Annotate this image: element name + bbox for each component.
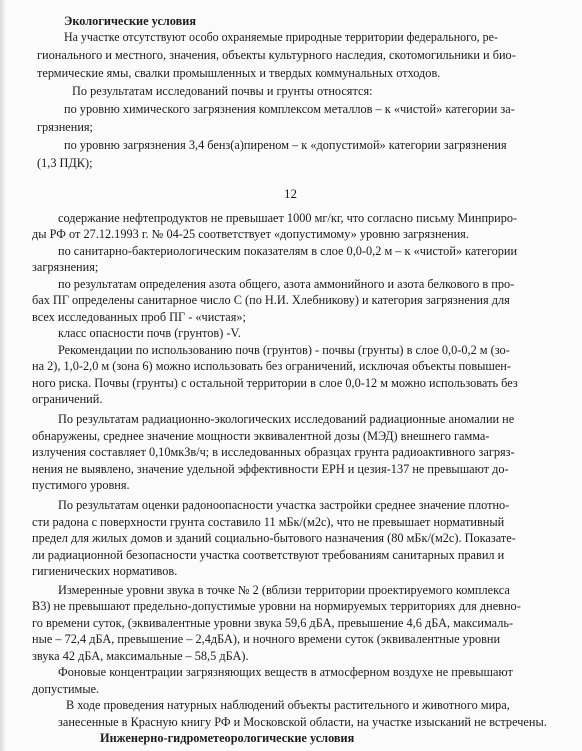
paragraph-line: загрязнения; (32, 260, 99, 275)
paragraph-line: обнаружены, среднее значение мощности эквивалентной дозы (МЭД) внешнего гамма- (32, 428, 490, 443)
paragraph-line: го времени суток, (эквивалентные уровни звука 59,6 дБА, превышение 4,6 дБА, максималь- (32, 615, 514, 630)
paragraph-line: допустимые. (32, 681, 100, 696)
paragraph-line: ли радиационной безопасности участка соответствуют требованиям санитарных правил и (32, 547, 505, 562)
paragraph-line: В ходе проведения натурных наблюдений объекты растительного и животного мира, (66, 698, 510, 713)
paragraph-line: класс опасности почв (грунтов) -V. (58, 326, 241, 341)
paragraph-line: занесенные в Красную книгу РФ и Московской области, на участке изысканий не встречены. (58, 714, 547, 729)
paragraph-line: По результатам оценки радоноопасности участка застройки среднее значение плотно- (58, 498, 510, 513)
paragraph-line: нения не выявлено, значение удельной эффективности ЕРН и цезия-137 не превышают до- (32, 461, 509, 476)
paragraph-line: звука 42 дБА, максимальные – 58,5 дБА). (32, 648, 249, 663)
paragraph-line: ные – 72,4 дБА, превышение – 2,4дБА), и ночного времени суток (эквивалентные уровни (32, 632, 501, 647)
paragraph-line: ды РФ от 27.12.1993 г. № 04-25 соответствует «допустимому» уровню загрязнения. (32, 227, 469, 242)
paragraph-line: содержание нефтепродуктов не превышает 1000 мг/кг, что согласно письму Минприро- (58, 211, 518, 225)
paragraph-line: предел для жилых домов и зданий социально-бытового назначения (80 мБк/(м2с). Показате- (32, 531, 516, 546)
paragraph-line: В3) не превышают предельно-допустимые уровни на нормируемых территориях для дневно- (32, 599, 521, 614)
paragraph-line: (1,3 ПДК); (37, 156, 93, 170)
paragraph-line: сти радона с поверхности грунта составило 11 мБк/(м2с), что не превышает нормативный (32, 514, 505, 529)
paragraph-line: излучения составляет 0,10мкЗв/ч; в исследованных образцах грунта радиоактивного загряз- (32, 445, 515, 460)
paragraph-line: термические ямы, свалки промышленных и твердых коммунальных отходов. (37, 66, 441, 80)
paragraph-line: по результатам определения азота общего, азота аммонийного и азота белкового в про- (58, 276, 515, 291)
section-title: Экологические условия (64, 14, 197, 28)
paragraph-line: грязнения; (37, 120, 93, 134)
paragraph-line: Фоновые концентрации загрязняющих веществ в атмосферном воздухе не превышают (58, 665, 513, 680)
paragraph-line: По результатам исследований почвы и грунты относятся: (72, 84, 373, 98)
paragraph-line: ограничений. (32, 392, 103, 407)
scan-edge-shadow (0, 0, 6, 751)
paragraph-line: Измеренные уровни звука в точке № 2 (вблизи территории проектируемого комплекса (58, 582, 510, 597)
paragraph-line: бах ПГ определены санитарное число С (по Н.И. Хлебникову) и категория загрязнения для (32, 293, 510, 308)
paragraph-line: гигиенических нормативов. (32, 564, 178, 579)
paragraph-line: На участке отсутствуют особо охраняемые природные территории федерального, ре- (64, 30, 498, 44)
paragraph-line: по уровню химического загрязнения комплексом металлов – к «чистой» категории за- (64, 102, 515, 116)
paragraph-line: по уровню загрязнения 3,4 бенз(а)пиреном – к «допустимой» категории загрязнения (64, 138, 507, 152)
paragraph-line: на 2), 1,0-2,0 м (зона 6) можно использовать без ограничений, исключая объекты повышен- (32, 359, 511, 374)
cutoff-heading: Инженерно-гидрометеорологические условия (100, 731, 355, 745)
paragraph-line: ного риска. Почвы (грунты) с остальной территории в слое 0,0-12 м можно использовать без (32, 375, 518, 390)
paragraph-line: По результатам радиационно-экологических исследований радиационные аномалии не (58, 412, 515, 427)
paragraph-line: Рекомендации по использованию почв (грунтов) - почвы (грунты) в слое 0,0-0,2 м (зо- (58, 342, 510, 357)
page-number: 12 (284, 186, 297, 201)
paragraph-line: гионального и местного, значения, объекты культурного наследия, скотомогильники и био- (37, 48, 516, 62)
paragraph-line: по санитарно-бактериологическим показателям в слое 0,0-0,2 м – к «чистой» категории (58, 243, 518, 258)
paragraph-line: всех исследованных проб ПГ - «чистая»; (32, 309, 246, 324)
paragraph-line: пустимого уровня. (32, 478, 130, 493)
